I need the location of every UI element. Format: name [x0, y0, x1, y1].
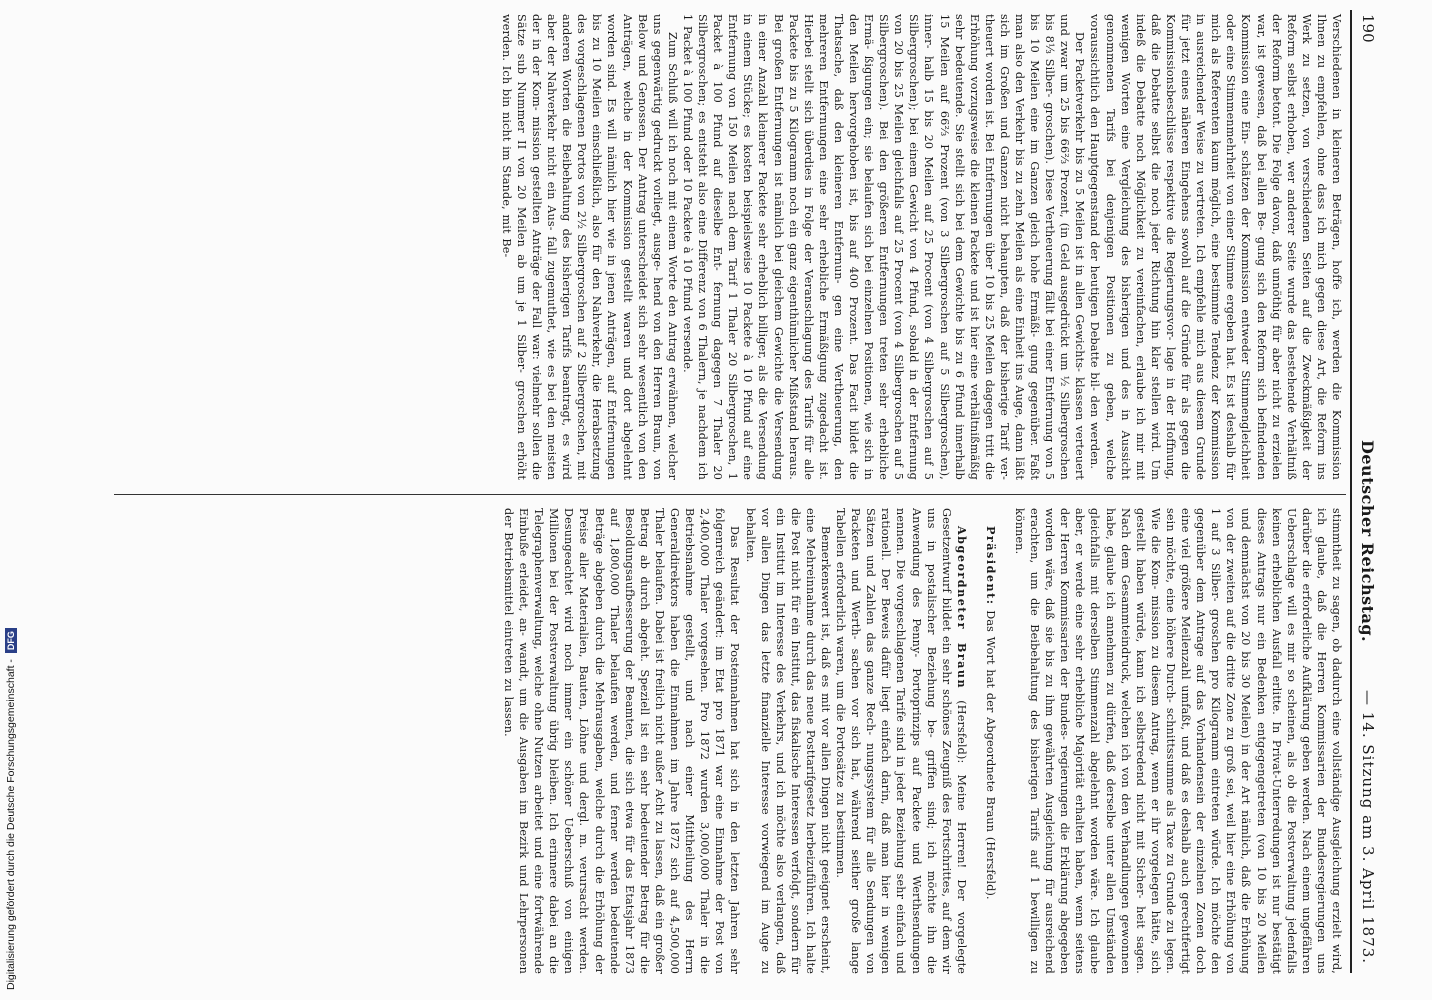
right-column: [501, 508, 1344, 974]
speech-text: Meine Herren! Der vorgelegte Gesetzentwurf bildet ein sehr schönes Zeugniß des Fortschrittes, auf dem wir uns in postalischer Beziehung be- griffen sind; ich möchte ihn die Anwendung des Penny- Portoprinzips auf Packete und Werthsendungen nennen. Die vorgeschlagenen Tarife sind in jeder Beziehung sehr einfach und rationell. Der Beweis dafür liegt einfach darin, daß man hier in wenigen Sätzen und Zahlen das ganze Rech- nungssystem für alle Sendungen von Packeten und Werth- sachen vor sich hat, während seither große lange Tabellen erforderlich waren, um die Portosätze zu bestimmen.: [834, 508, 968, 974]
paragraph: Bemerkenswert ist, daß es mit vor allen Dingen nicht geeignet erscheint, eine Mehreinnahme durch das neue Posttarifgesetz herbeizuführen. Ich halte die Post nicht für ein Institut, das fiskalische Interessen verfolgt, sondern für ein Institut im Interesse des Verkehrs, und ich möchte also verlangen, daß vor allen Dingen das letzte finanzielle Interesse vorwiegend im Auge zu behalten.: [743, 508, 832, 974]
speaker-label: Abgeordneter Braun: [954, 526, 969, 690]
spacer: [969, 508, 983, 974]
column-divider: [114, 494, 1346, 495]
spacer: [998, 508, 1012, 974]
left-column: [499, 14, 1344, 480]
speech-opening: [833, 508, 969, 974]
paragraph: stimmtheit zu sagen, ob dadurch eine vollständige Ausgleichung erzielt wird, ich glaube, daß die Herren Kommissarien der Bundesregierungen uns darüber die erforderliche Aufklärung geben werden. Nach einem ungefähren Ueberschlage will es mir so scheinen, als ob die Postverwaltung jedenfalls keinen erheblichen Ausfall erlitte. In Privat-Unterredungen ist nur bestätigt dieses Antrags nur ein Bedenken entgegengetreten (von 10 bis 20 Meilen und demnächst von 20 bis 30 Meilen) in der Art nämlich, daß die Erhöhung von der zweiten auf die dritte Zone zu groß sei, weil hier eine Erhöhung von 1 auf 3 Silber- groschen pro Kilogramm eintreten würde. Ich möchte den gegenüber dem Antrage auf das Vorhandensein der einzelnen Zonen doch eine viel größere Meilenzahl umfaßt, und daß es deshalb auch gerechtfertigt sein möchte, eine höhere Durch- schnittssumme als Taxe zu Grunde zu legen. Wie die Kom- mission zu diesem Antrag, wenn er ihr vorgelegen hätte, sich gestellt haben würde, kann ich selbstredend nicht mit Sicher- heit sagen. Nach dem Gesammteindruck, welchen ich von den Verhandlungen gewonnen habe, glaube ich annehmen zu dürfen, daß derselbe unter allen Umständen gleichfalls mit derselben Stimmenzahl abgelehnt worden wäre. Ich glaube aber, er werde eine sehr erhebliche Majorität erhalten haben, wenn seitens der Herren Kommissarien der Bundes- regierungen die Erklärung abgegeben worden wäre, daß sie bis zu ihm gewährten Ausgleichung für ausreichend erachten, um die Beibehaltung des bisherigen Tarifs auf 1 bewilligen zu können.: [1013, 508, 1343, 974]
page-number: 190: [1359, 14, 1377, 43]
paragraph: Der Packetverkehr bis zu 5 Meilen ist in allen Gewichts- klassen verteuert und zwar um 25 bis 66⅔ Prozent, (in Geld ausgedrückt um ½ Silbergroschen bis 8⅓ Silber- groschen). Diese Vertheuerung fällt bei einer Entfernung von 5 bis 10 Meilen eine im Ganzen gleich hohe Ermäßi- gung gegenüber. Faßt man also den Verkehr bis zu zehn Meilen als eine Einheit ins Auge, dann läßt sich im Großen und Ganzen nicht behaupten, daß der bisherige Tarif ver- theuert worden ist. Bei Entfernungen über 10 bis 25 Meilen dagegen tritt die Erhöhung vorzugsweise die kleinen Packete und ist hier eine verhältnißmäßig sehr bedeutende. Sie stellt sich bei dem Gewichte bis zu 6 Pfund innerhalb 15 Meilen auf 66⅔ Prozent (von 3 Silbergroschen auf 5 Silbergroschen), inner- halb 15 bis 20 Meilen auf 25 Procent (von 4 Silbergroschen auf 5 Silbergroschen); bei einem Gewicht von 4 Pfund, sobald in der Entfernung von 20 bis 25 Meilen gleichfalls auf 25 Procent (von 4 Silbergroschen auf 5 Silbergroschen). Bei den größeren Entfernungen treten sehr erhebliche Ermä- ßigungen ein; sie belaufen sich bei einzelnen Positionen, wie sich in den Meilen hervorgehoben ist, bis auf 400 Prozent. Das Facit bildet die Thatsache, daß den kleineren Entfernun- gen eine Vertheuerung, den mehreren Entfernungen eine sehr erhebliche Ermäßigung zugedacht ist. Hierbei stellt sich überdies in Folge der Veranschlagung des Tarifs für alle Packete bis zu 5 Kilogramm noch ein ganz eigenthümlicher Mißstand heraus. Bei großen Entfernungen ist nämlich bei gleichem Gewichte die Versendung in einer Anzahl kleinerer Packete sehr erheblich billiger, als die Versendung in einem Stücke; es kosten beispielsweise 10 Packete à 10 Pfund auf eine Entfernung von 150 Meilen nach dem Tarif 1 Thaler 20 Silbergroschen, 1 Packet à 100 Pfund auf dieselbe Ent- fernung dagegen 7 Thaler 20 Silbergroschen; es entsteht also eine Differenz von 6 Thalern, je nachdem ich 1 Packet à 100 Pfund oder 10 Packete à 10 Pfund versende.: [680, 14, 1087, 480]
running-title: Deutscher Reichstag.: [1358, 440, 1377, 643]
credit-text: Digitalisierung gefördert durch die Deutsche Forschungsgemeinschaft -: [5, 659, 17, 990]
paragraph: Verschiedenen in kleineren Beträgen, hoffe ich, werden die Kommission Ihnen zu empfehlen, ohne dass ich mich gegen diese Art, die Reform ins Werk zu setzen, von verschiedenen Seiten auf die Zweckmäßigkeit der Reform selbst erhoben, wer anderer Seite wurde das bestehende Verhältniß der Reform betont. Die Folge davon, daß unnöthig für aber nicht zu erzielen war, ist gewesen, daß bei allen Be- gung sich den Reform sich befindenden Kommission eine Ein- schätzen der Kommission entweder Stimmengleichheit oder eine Stimmenmehrheit von einer Stimme ergeben hat. Es ist deshalb für mich als Referenten kaum möglich, eine bestimmte Tendenz der Kommission in ausreichender Weise zu vertreten. Ich empfehle mich aus diesem Grunde für jetzt eines näheren Eingehens sowohl auf die Gründe für als gegen die Kommissionsbeschlüsse respektive die Regierungsvor- lage in der Hoffnung, daß die Debatte selbst die noch jeder Richtung hin klar stellen wird. Um indeß die Debatte noch Möglichkeit zu vereinfachen, erlaube ich mir mit wenigen Worten eine Vergleichung des bisherigen und des in Aussicht genommenen Tarifs bei denjenigen Positionen zu geben, welche voraussichtlich den Hauptgegenstand der heutigen Debatte bil- den werden.: [1088, 14, 1343, 480]
dfg-logo: DFG: [5, 628, 17, 653]
speaker-origin: (Hersfeld):: [954, 700, 968, 764]
speaker-label: Präsident:: [983, 526, 998, 606]
digitization-credit: [1, 600, 29, 990]
sitting-date: — 14. Sitzung am 3. April 1873.: [1359, 690, 1377, 965]
paragraph: Das Resultat der Posteinnahmen hat sich in den letzten Jahren sehr folgenreich geändert: im Etat pro 1871 war eine Einnahme der Post von 2,400,000 Thaler vorgesehen. Pro 1872 wurden 3,000,000 Thaler in die Betriebsnahme gestellt, und nach einer Mittheilung des Herrn Generaldirektors haben die Einnahmen im Jahre 1872 sich auf 4,500,000 Thaler belaufen. Dabei ist freilich nicht außer Acht zu lassen, daß ein großer Betrag ab durch abgeht. Speziell ist ein sehr bedeutender Betrag für die Besoldungsaufbesserung der Beamten, die sich etwa für das Etatsjahr 1873 auf 1,800,000 Thaler belaufen werden, und ferner werden bedeutende Beträge abgeben durch die Mehrausgaben, welche durch die Erhöhung der Preise aller Materialien, Bauten, Löhne und dergl. m. verursacht werden. Desungeachtet wird noch immer ein schöner Ueberschuß von einigen Millionen bei der Postverwaltung übrig bleiben. Ich erinnere dabei an die Telegraphenverwaltung, welche ohne Nutzen arbeitet und eine fortwährende Einbuße erleidet, an- wandt, um die Ausgaben im Bezirk und Lehrpersonen der Betriebsmittel eintreten zu lassen.: [502, 508, 742, 974]
header-rule: [1350, 10, 1352, 973]
president-remark: [983, 508, 998, 974]
paragraph: Zum Schluß will ich noch mit einem Worte den Antrag erwähnen, welcher uns gegenwärtig gedruckt vorliegt, ausge- hend von den Herren Braun, von Below und Genossen. Der Antrag unterscheidet sich sehr wesentlich von den Anträgen, welche in der Kommission gestellt waren und dort abgelehnt worden sind. Es will nämlich hier wie in jenen Anträgen, auf Entfernungen bis zu 10 Meilen einschließlich, also für den Nahverkehr, die Herabsetzung des vorgeschlagenen Portos von 2½ Silbergroschen auf 2 Silbergroschen, mit anderen Worten die Beibehaltung des bisherigen Tarifs beantragt, es wird aber der Nahverkehr nicht ein Aus- fall zugemuthet, wie es bei den meisten der in der Kom- mission gestellten Anträge der Fall war: vielmehr sollen die Sätze sub Nummer II von 20 Meilen ab um je 1 Silber- groschen erhöht werden. Ich bin nicht im Stande, mit Be-: [499, 14, 679, 480]
speech-text: Das Wort hat der Abgeordnete Braun (Hersfeld).: [983, 610, 997, 900]
